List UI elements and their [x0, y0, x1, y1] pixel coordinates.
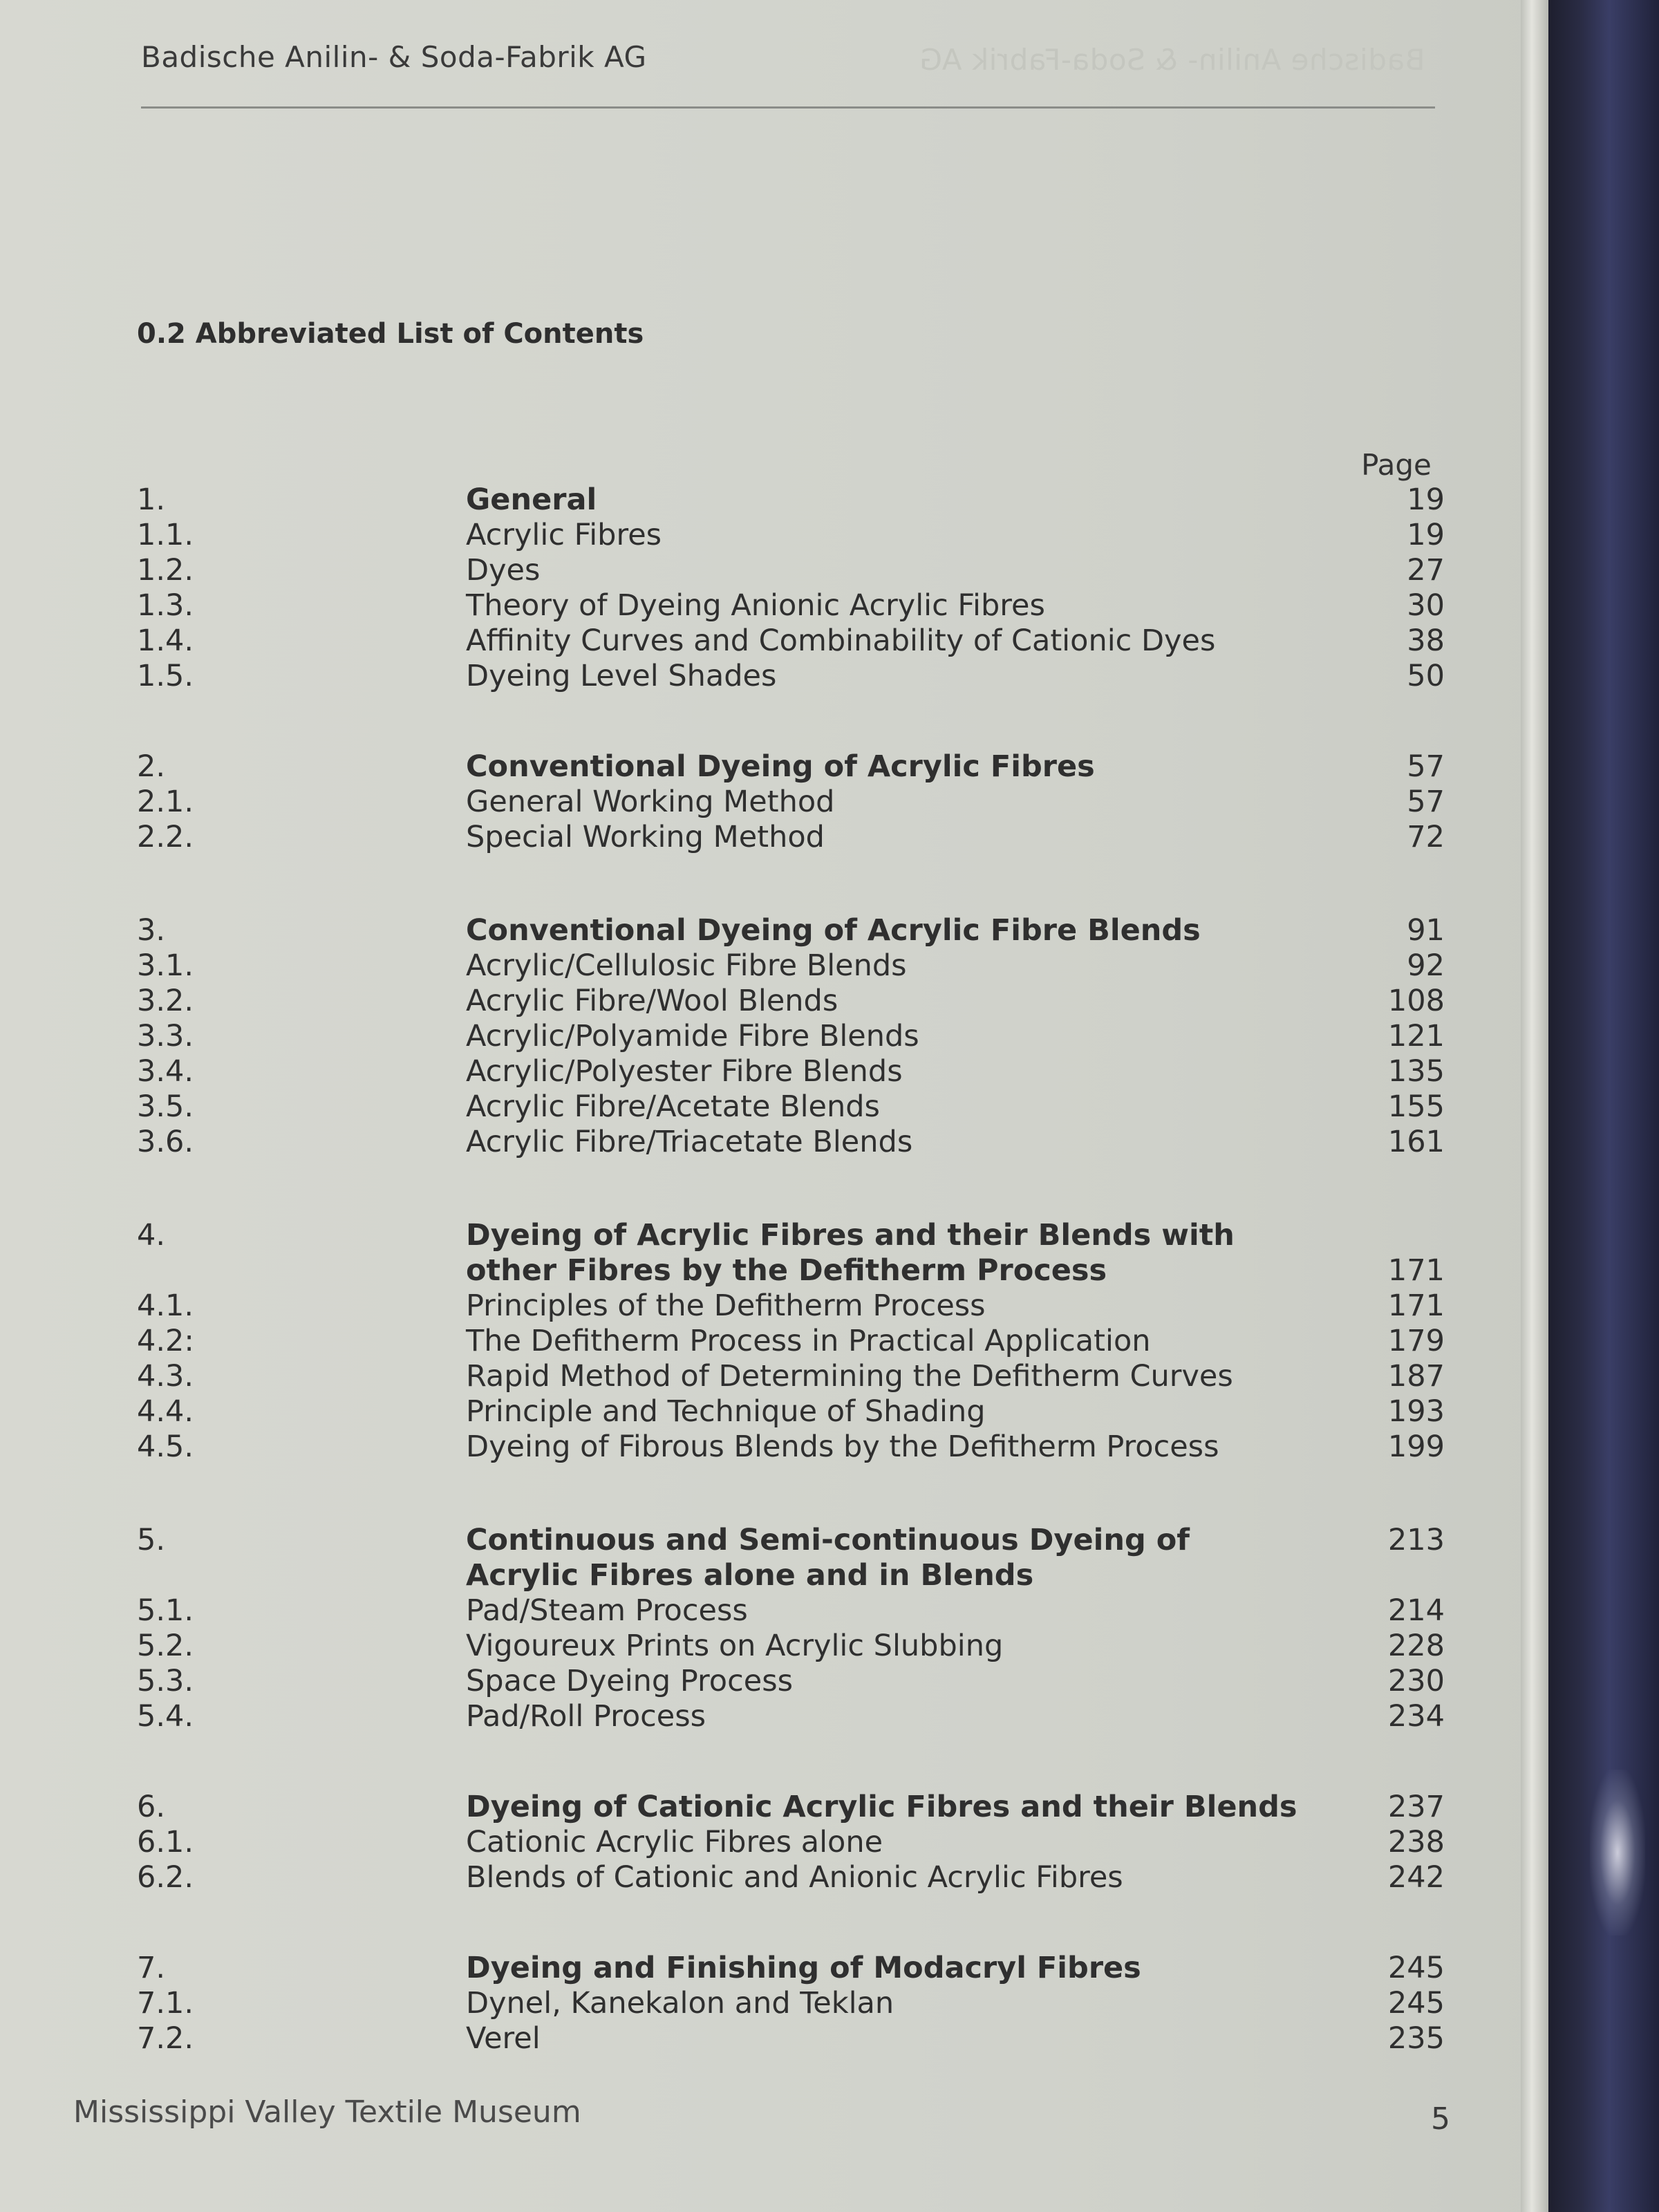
toc-page-number: 30	[1407, 588, 1445, 623]
toc-title: Dyes	[466, 553, 541, 588]
toc-title: Acrylic Fibres	[466, 518, 662, 552]
toc-title: Dyeing Level Shades	[466, 659, 777, 693]
toc-page-number: 193	[1387, 1394, 1445, 1429]
toc-page-number: 155	[1387, 1089, 1445, 1124]
toc-row	[0, 1699, 1540, 1734]
toc-page-number: 135	[1387, 1054, 1445, 1089]
toc-row	[0, 984, 1540, 1019]
toc-page-number: 19	[1407, 482, 1445, 517]
toc-row	[0, 1629, 1540, 1664]
toc-chapter-row	[0, 913, 1540, 948]
running-header: Badische Anilin- & Soda-Fabrik AG	[141, 40, 647, 74]
toc-number: 5.	[137, 1523, 166, 1557]
toc-page-number: 171	[1387, 1288, 1445, 1323]
toc-title: Verel	[466, 2021, 541, 2056]
toc-page-number: 199	[1387, 1430, 1445, 1464]
toc-number: 3.4.	[137, 1054, 194, 1089]
toc-row	[0, 1089, 1540, 1125]
toc-page-number: 234	[1387, 1699, 1445, 1734]
toc-page-number: 187	[1387, 1359, 1445, 1394]
toc-page-number: 92	[1407, 948, 1445, 983]
toc-number: 6.	[137, 1790, 166, 1824]
toc-chapter-row	[0, 482, 1540, 518]
toc-number: 6.2.	[137, 1860, 194, 1895]
toc-title: Dyeing of Cationic Acrylic Fibres and their Blends	[466, 1790, 1297, 1824]
toc-title: Blends of Cationic and Anionic Acrylic Fibres	[466, 1860, 1123, 1895]
toc-chapter-row	[0, 1790, 1540, 1825]
toc-number: 4.2:	[137, 1324, 194, 1358]
toc-page-number: 91	[1407, 913, 1445, 948]
binding-glare	[1590, 1770, 1645, 1936]
toc-number: 3.2.	[137, 984, 194, 1018]
toc-page-number: 213	[1387, 1523, 1445, 1557]
table-of-contents	[0, 482, 1540, 2056]
page-column-label: Page	[1361, 448, 1432, 482]
header-rule	[141, 106, 1435, 109]
toc-title: The Defitherm Process in Practical Application	[466, 1324, 1151, 1358]
toc-row	[0, 659, 1540, 694]
toc-title: Dyeing and Finishing of Modacryl Fibres	[466, 1951, 1141, 1985]
toc-title: Acrylic Fibre/Acetate Blends	[466, 1089, 880, 1124]
toc-number: 4.4.	[137, 1394, 194, 1429]
toc-number: 1.4.	[137, 624, 194, 658]
toc-row	[0, 624, 1540, 659]
toc-page-number: 38	[1407, 624, 1445, 658]
toc-row	[0, 1430, 1540, 1465]
toc-number: 7.	[137, 1951, 166, 1985]
toc-row	[0, 2021, 1540, 2056]
toc-number: 1.3.	[137, 588, 194, 623]
toc-title: General Working Method	[466, 785, 835, 819]
toc-row	[0, 553, 1540, 588]
toc-title: Dyeing of Fibrous Blends by the Defitherm Process	[466, 1430, 1219, 1464]
toc-row	[0, 1860, 1540, 1895]
toc-number: 4.1.	[137, 1288, 194, 1323]
toc-row	[0, 785, 1540, 820]
toc-title: Dynel, Kanekalon and Teklan	[466, 1986, 894, 2021]
toc-page-number: 245	[1387, 1951, 1445, 1985]
toc-number: 5.1.	[137, 1593, 194, 1628]
toc-number: 4.	[137, 1218, 166, 1253]
toc-title: Acrylic Fibre/Wool Blends	[466, 984, 838, 1018]
toc-page-number: 27	[1407, 553, 1445, 588]
toc-row	[0, 588, 1540, 624]
toc-row	[0, 1394, 1540, 1430]
toc-title: Pad/Steam Process	[466, 1593, 748, 1628]
toc-title: Conventional Dyeing of Acrylic Fibres	[466, 749, 1095, 784]
toc-number: 3.6.	[137, 1125, 194, 1159]
toc-number: 5.3.	[137, 1664, 194, 1698]
toc-row	[0, 1593, 1540, 1629]
toc-title: Special Working Method	[466, 820, 825, 854]
toc-page-number: 171	[1387, 1253, 1445, 1288]
toc-title: Dyeing of Acrylic Fibres and their Blends with other Fibres by the Defitherm Process	[466, 1218, 1235, 1288]
toc-title: Space Dyeing Process	[466, 1664, 793, 1698]
toc-title: Acrylic/Polyamide Fibre Blends	[466, 1019, 919, 1053]
toc-title: Rapid Method of Determining the Defitherm Curves	[466, 1359, 1233, 1394]
toc-title: Cationic Acrylic Fibres alone	[466, 1825, 883, 1859]
toc-page-number: 179	[1387, 1324, 1445, 1358]
toc-number: 1.5.	[137, 659, 194, 693]
toc-title: Continuous and Semi-continuous Dyeing of Acrylic Fibres alone and in Blends	[466, 1523, 1190, 1593]
toc-number: 1.	[137, 482, 166, 517]
toc-title: Theory of Dyeing Anionic Acrylic Fibres	[466, 588, 1045, 623]
toc-number: 3.3.	[137, 1019, 194, 1053]
toc-row	[0, 948, 1540, 984]
toc-page-number: 72	[1407, 820, 1445, 854]
page-number: 5	[1431, 2101, 1450, 2137]
toc-page-number: 19	[1407, 518, 1445, 552]
toc-row	[0, 518, 1540, 553]
toc-chapter-row	[0, 1951, 1540, 1986]
toc-page-number: 214	[1387, 1593, 1445, 1628]
toc-number: 3.1.	[137, 948, 194, 983]
toc-number: 4.3.	[137, 1359, 194, 1394]
toc-title: Acrylic Fibre/Triacetate Blends	[466, 1125, 913, 1159]
toc-page-number: 245	[1387, 1986, 1445, 2021]
toc-number: 6.1.	[137, 1825, 194, 1859]
toc-title: Acrylic/Polyester Fibre Blends	[466, 1054, 903, 1089]
toc-title: Principles of the Defitherm Process	[466, 1288, 986, 1323]
toc-row	[0, 1054, 1540, 1089]
toc-number: 7.2.	[137, 2021, 194, 2056]
toc-row	[0, 1359, 1540, 1394]
toc-number: 5.4.	[137, 1699, 194, 1734]
toc-number: 5.2.	[137, 1629, 194, 1663]
toc-number: 2.	[137, 749, 166, 784]
toc-number: 3.	[137, 913, 166, 948]
toc-number: 4.5.	[137, 1430, 194, 1464]
toc-page-number: 108	[1387, 984, 1445, 1018]
museum-watermark: Mississippi Valley Textile Museum	[73, 2094, 581, 2130]
toc-title: Affinity Curves and Combinability of Cationic Dyes	[466, 624, 1216, 658]
toc-number: 7.1.	[137, 1986, 194, 2021]
toc-page-number: 230	[1387, 1664, 1445, 1698]
toc-number: 2.1.	[137, 785, 194, 819]
toc-page-number: 238	[1387, 1825, 1445, 1859]
toc-row	[0, 820, 1540, 855]
toc-page-number: 161	[1387, 1125, 1445, 1159]
toc-chapter-row	[0, 1218, 1540, 1288]
toc-page-number: 242	[1387, 1860, 1445, 1895]
toc-page-number: 57	[1407, 785, 1445, 819]
toc-number: 1.2.	[137, 553, 194, 588]
toc-chapter-row	[0, 1523, 1540, 1593]
toc-row	[0, 1288, 1540, 1324]
toc-title: Conventional Dyeing of Acrylic Fibre Blends	[466, 913, 1201, 948]
show-through-header: Badische Anilin- & Soda-Fabrik AG	[919, 43, 1425, 77]
toc-row	[0, 1986, 1540, 2021]
toc-title: Principle and Technique of Shading	[466, 1394, 986, 1429]
toc-page-number: 235	[1387, 2021, 1445, 2056]
toc-row	[0, 1664, 1540, 1699]
section-title: 0.2 Abbreviated List of Contents	[137, 318, 644, 350]
toc-number: 3.5.	[137, 1089, 194, 1124]
toc-row	[0, 1019, 1540, 1054]
toc-page-number: 228	[1387, 1629, 1445, 1663]
toc-row	[0, 1825, 1540, 1860]
toc-title: General	[466, 482, 597, 517]
toc-page-number: 237	[1387, 1790, 1445, 1824]
toc-row	[0, 1324, 1540, 1359]
toc-row	[0, 1125, 1540, 1160]
toc-number: 1.1.	[137, 518, 194, 552]
toc-page-number: 57	[1407, 749, 1445, 784]
toc-title: Acrylic/Cellulosic Fibre Blends	[466, 948, 907, 983]
toc-number: 2.2.	[137, 820, 194, 854]
toc-page-number: 50	[1407, 659, 1445, 693]
toc-chapter-row	[0, 749, 1540, 785]
toc-title: Pad/Roll Process	[466, 1699, 706, 1734]
toc-title: Vigoureux Prints on Acrylic Slubbing	[466, 1629, 1004, 1663]
toc-page-number: 121	[1387, 1019, 1445, 1053]
